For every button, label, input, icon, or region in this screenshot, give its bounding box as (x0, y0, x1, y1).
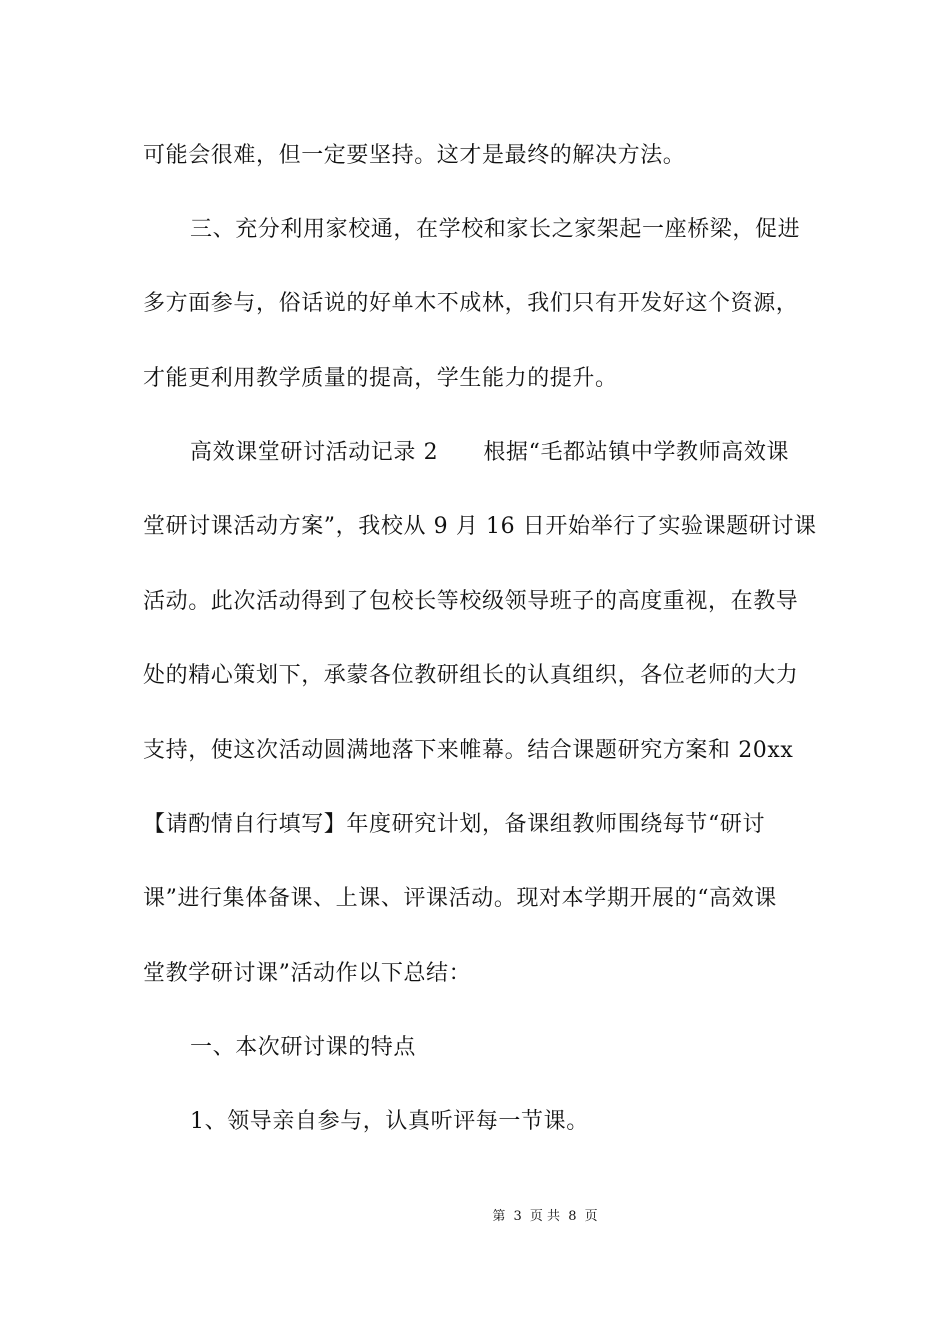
footer-suffix: 页 (584, 1209, 598, 1224)
text-line: 课”进行集体备课、上课、评课活动。现对本学期开展的“高效课 (143, 886, 777, 911)
total-pages-number: 8 (568, 1209, 577, 1224)
text-line: 高效课堂研讨活动记录 2 根据“毛都站镇中学教师高效课 (190, 440, 790, 465)
text-line: 才能更利用教学质量的提高，学生能力的提升。 (143, 366, 618, 391)
text-line: 1、领导亲自参与，认真听评每一节课。 (190, 1109, 589, 1134)
text-line: 支持，使这次活动圆满地落下来帷幕。结合课题研究方案和 20xx (143, 738, 794, 763)
text-line: 三、充分利用家校通，在学校和家长之家架起一座桥梁，促进 (190, 217, 801, 242)
text-line: 堂研讨课活动方案”，我校从 9 月 16 日开始举行了实验课题研讨课 (143, 514, 817, 539)
text-line: 可能会很难，但一定要坚持。这才是最终的解决方法。 (143, 143, 686, 168)
text-line: 多方面参与，俗话说的好单木不成林，我们只有开发好这个资源， (143, 291, 799, 316)
page-footer (0, 1208, 950, 1226)
footer-middle: 页 共 (529, 1209, 561, 1224)
text-line: 活动。此次活动得到了包校长等校级领导班子的高度重视，在教导 (143, 589, 799, 614)
text-line: 【请酌情自行填写】年度研究计划，备课组教师围绕每节“研讨 (143, 812, 766, 837)
text-line: 堂教学研讨课”活动作以下总结： (143, 961, 472, 986)
text-line: 处的精心策划下，承蒙各位教研组长的认真组织，各位老师的大力 (143, 663, 799, 688)
text-line: 一、本次研讨课的特点 (190, 1035, 417, 1060)
footer-prefix: 第 (492, 1209, 506, 1224)
current-page-number: 3 (513, 1209, 522, 1224)
